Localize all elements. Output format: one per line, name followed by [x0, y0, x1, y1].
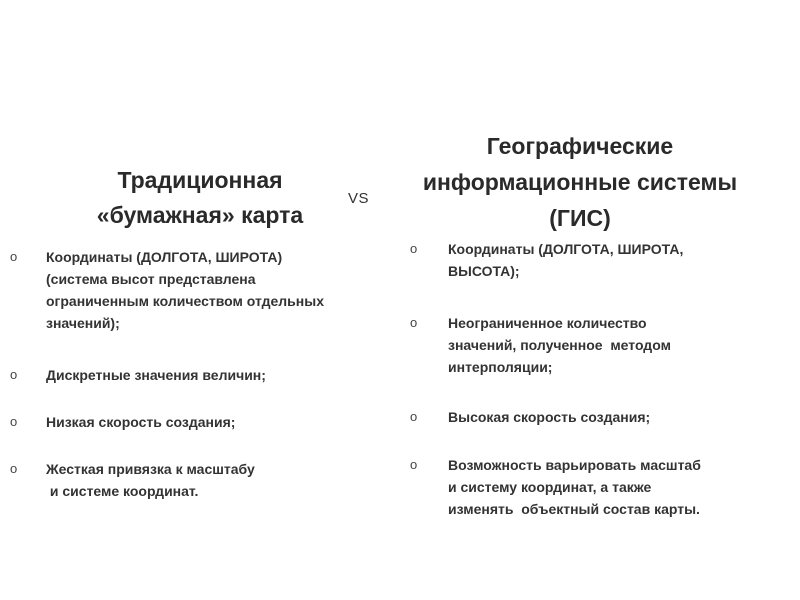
right-column-heading [385, 128, 775, 236]
list-item-text [46, 364, 266, 386]
list-item-line: Неограниченное количество [448, 315, 647, 331]
list-item-line: значений); [46, 315, 120, 331]
right-heading-line: (ГИС) [549, 205, 611, 231]
bullet-circle-icon: o [410, 409, 418, 424]
list-item-line: изменять объектный состав карты. [448, 501, 700, 517]
list-item-text [46, 246, 324, 334]
list-item-line: Жесткая привязка к масштабу [46, 461, 255, 477]
list-item-line: Координаты (ДОЛГОТА, ШИРОТА, [448, 241, 684, 257]
list-item-text [46, 411, 235, 433]
bullet-circle-icon: o [410, 241, 418, 256]
bullet-circle-icon: o [410, 457, 418, 472]
list-item-line: Возможность варьировать масштаб [448, 457, 701, 473]
list-item-line: и систему координат, а также [448, 479, 652, 495]
bullet-circle-icon: o [10, 367, 18, 382]
list-item-text [448, 454, 701, 520]
right-heading-line: информационные системы [422, 169, 738, 195]
list-item-line: интерполяции; [448, 359, 553, 375]
bullet-circle-icon: o [410, 315, 418, 330]
list-item-text [448, 312, 671, 378]
list-item-line: ограниченным количеством отдельных [46, 293, 324, 309]
left-heading-line: «бумажная» карта [96, 202, 304, 228]
bullet-circle-icon: o [10, 249, 18, 264]
vs-label: VS [348, 190, 370, 207]
list-item-text [46, 458, 255, 502]
right-bullet-list [410, 238, 795, 538]
list-item-line: ВЫСОТА); [448, 263, 520, 279]
bullet-circle-icon: o [10, 461, 18, 476]
list-item-text [448, 238, 683, 282]
left-bullet-list [10, 246, 400, 546]
left-heading-line: Традиционная [117, 167, 283, 193]
list-item-line: и системе координат. [46, 483, 199, 499]
bullet-circle-icon: o [10, 414, 18, 429]
list-item-line: Дискретные значения величин; [46, 367, 266, 383]
left-column-heading [60, 163, 340, 233]
list-item-line: значений, полученное методом [448, 337, 671, 353]
list-item-line: Высокая скорость создания; [448, 409, 651, 425]
list-item-line: Низкая скорость создания; [46, 414, 236, 430]
right-heading-line: Географические [486, 133, 674, 159]
list-item-line: Координаты (ДОЛГОТА, ШИРОТА) [46, 249, 283, 265]
list-item-line: (система высот представлена [46, 271, 256, 287]
list-item-text [448, 406, 650, 428]
